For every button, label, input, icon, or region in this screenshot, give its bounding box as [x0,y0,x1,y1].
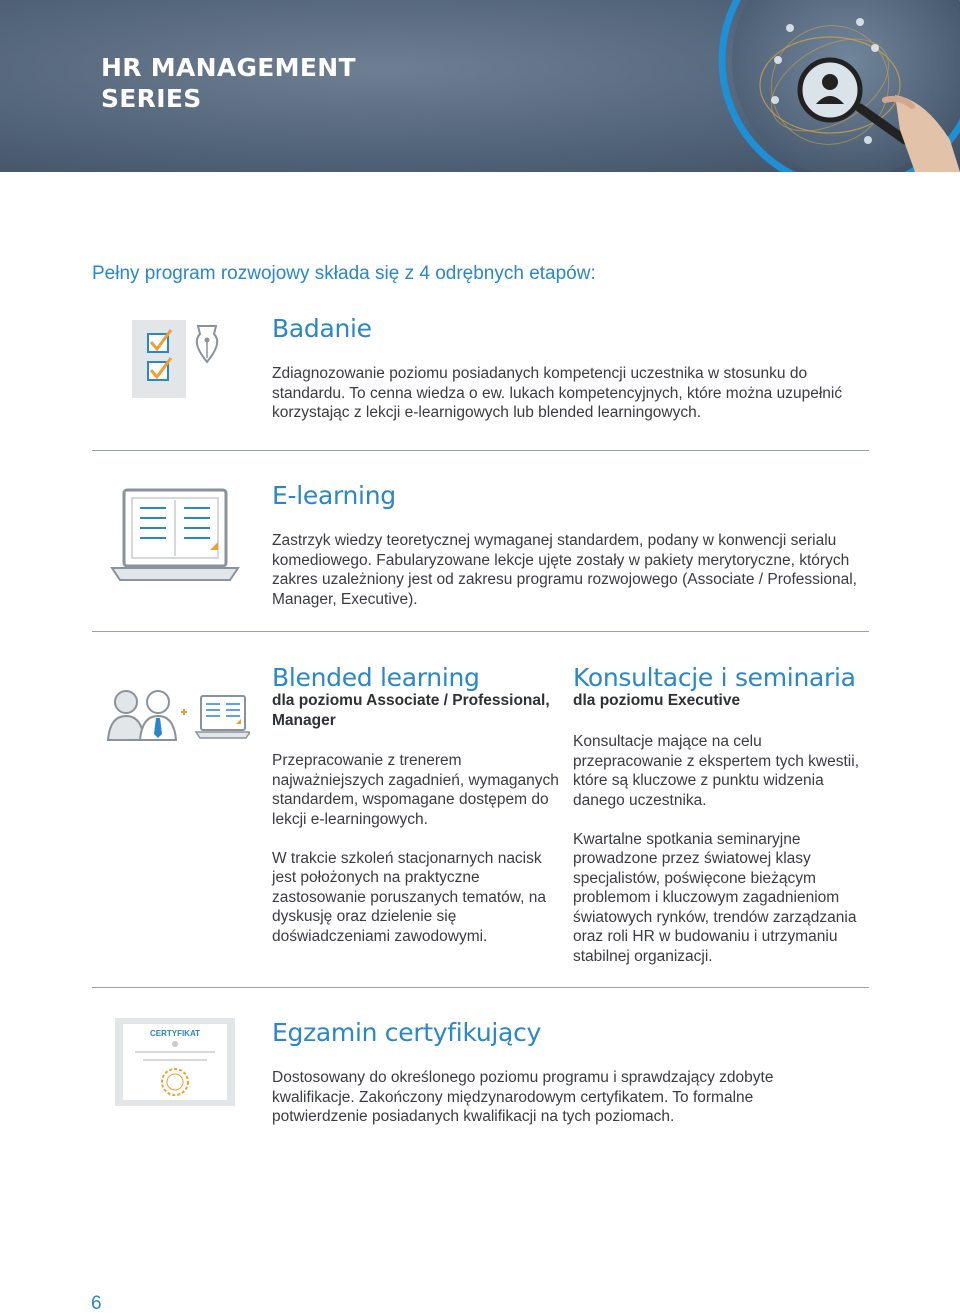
section-text-konsultacje [573,732,861,966]
section-title-elearning: E-learning [272,481,396,510]
paragraph: Przepracowanie z trenerem najważniejszych zagadnień, wymaganych standardem, wspomagane dostępem do lekcji e-learningowych. [272,752,559,828]
paragraph: Kwartalne spotkania seminaryjne prowadzone przez światowej klasy specjalistów, poświęcone bieżącym problemom i kluczowym zagadnieniom światowych rynków, trendów zarządzania oraz roli HR w budowaniu i utrzymaniu stabilnej organizacji. [573,830,857,965]
laptop-icon [110,488,240,584]
section-text-elearning: Zastrzyk wiedzy teoretycznej wymaganej standardem, podany w konwencji serialu komediowego. Fabularyzowane lekcje ujęte zostały w pakiety merytoryczne, których zakres uzależniony jest od zakresu programu rozwojowego (Associate / Professional, Manager, Executive). [272,532,857,608]
section-text-blended [272,751,566,946]
divider [92,450,869,451]
section-text-badanie: Zdiagnozowanie poziomu posiadanych kompetencji uczestnika w stosunku do standardu. To cenna wiedza o ew. lukach kompetencyjnych, które można uzupełnić korzystając z lekcji e-learnigowych lub blended learningowych. [272,365,843,421]
section-title-egzamin: Egzamin certyfikujący [272,1018,542,1047]
section-text-egzamin: Dostosowany do określonego poziomu programu i sprawdzający zdobyte kwalifikacje. Zakończony międzynarodowym certyfikatem. To formalne potwierdzenie posiadanych kwalifikacji na tych poziomach. [272,1069,774,1125]
certificate-label: CERTYFIKAT [149,1029,201,1038]
magnifier-on-people-network-icon [700,0,960,172]
section-subtitle-konsultacje: dla poziomu Executive [573,692,741,709]
series-title-line-2: SERIES [101,84,202,113]
page-number: 6 [91,1293,102,1314]
section-title-konsultacje: Konsultacje i seminaria [573,663,856,692]
section-title-badanie: Badanie [272,314,372,343]
section-title-blended: Blended learning [272,663,480,692]
divider [92,987,869,988]
program-intro: Pełny program rozwojowy składa się z 4 odrębnych etapów: [92,263,596,284]
series-title [101,52,421,114]
paragraph: Konsultacje mające na celu przepracowanie z ekspertem tych kwestii, które są kluczowe z punktu widzenia danego uczestnika. [573,733,860,809]
series-title-line-1: HR MANAGEMENT [101,53,356,82]
section-subtitle-blended: dla poziomu Associate / Professional, Manager [272,692,550,729]
header-banner [0,0,960,172]
certificate-icon [113,1016,237,1108]
checklist-and-pen-icon [130,318,230,400]
people-plus-laptop-icon [106,688,250,744]
paragraph: W trakcie szkoleń stacjonarnych nacisk jest położonych na praktyczne zastosowanie poruszanych tematów, na dyskusję oraz dzielenie się doświadczeniami zawodowymi. [272,849,546,945]
divider [92,631,869,632]
